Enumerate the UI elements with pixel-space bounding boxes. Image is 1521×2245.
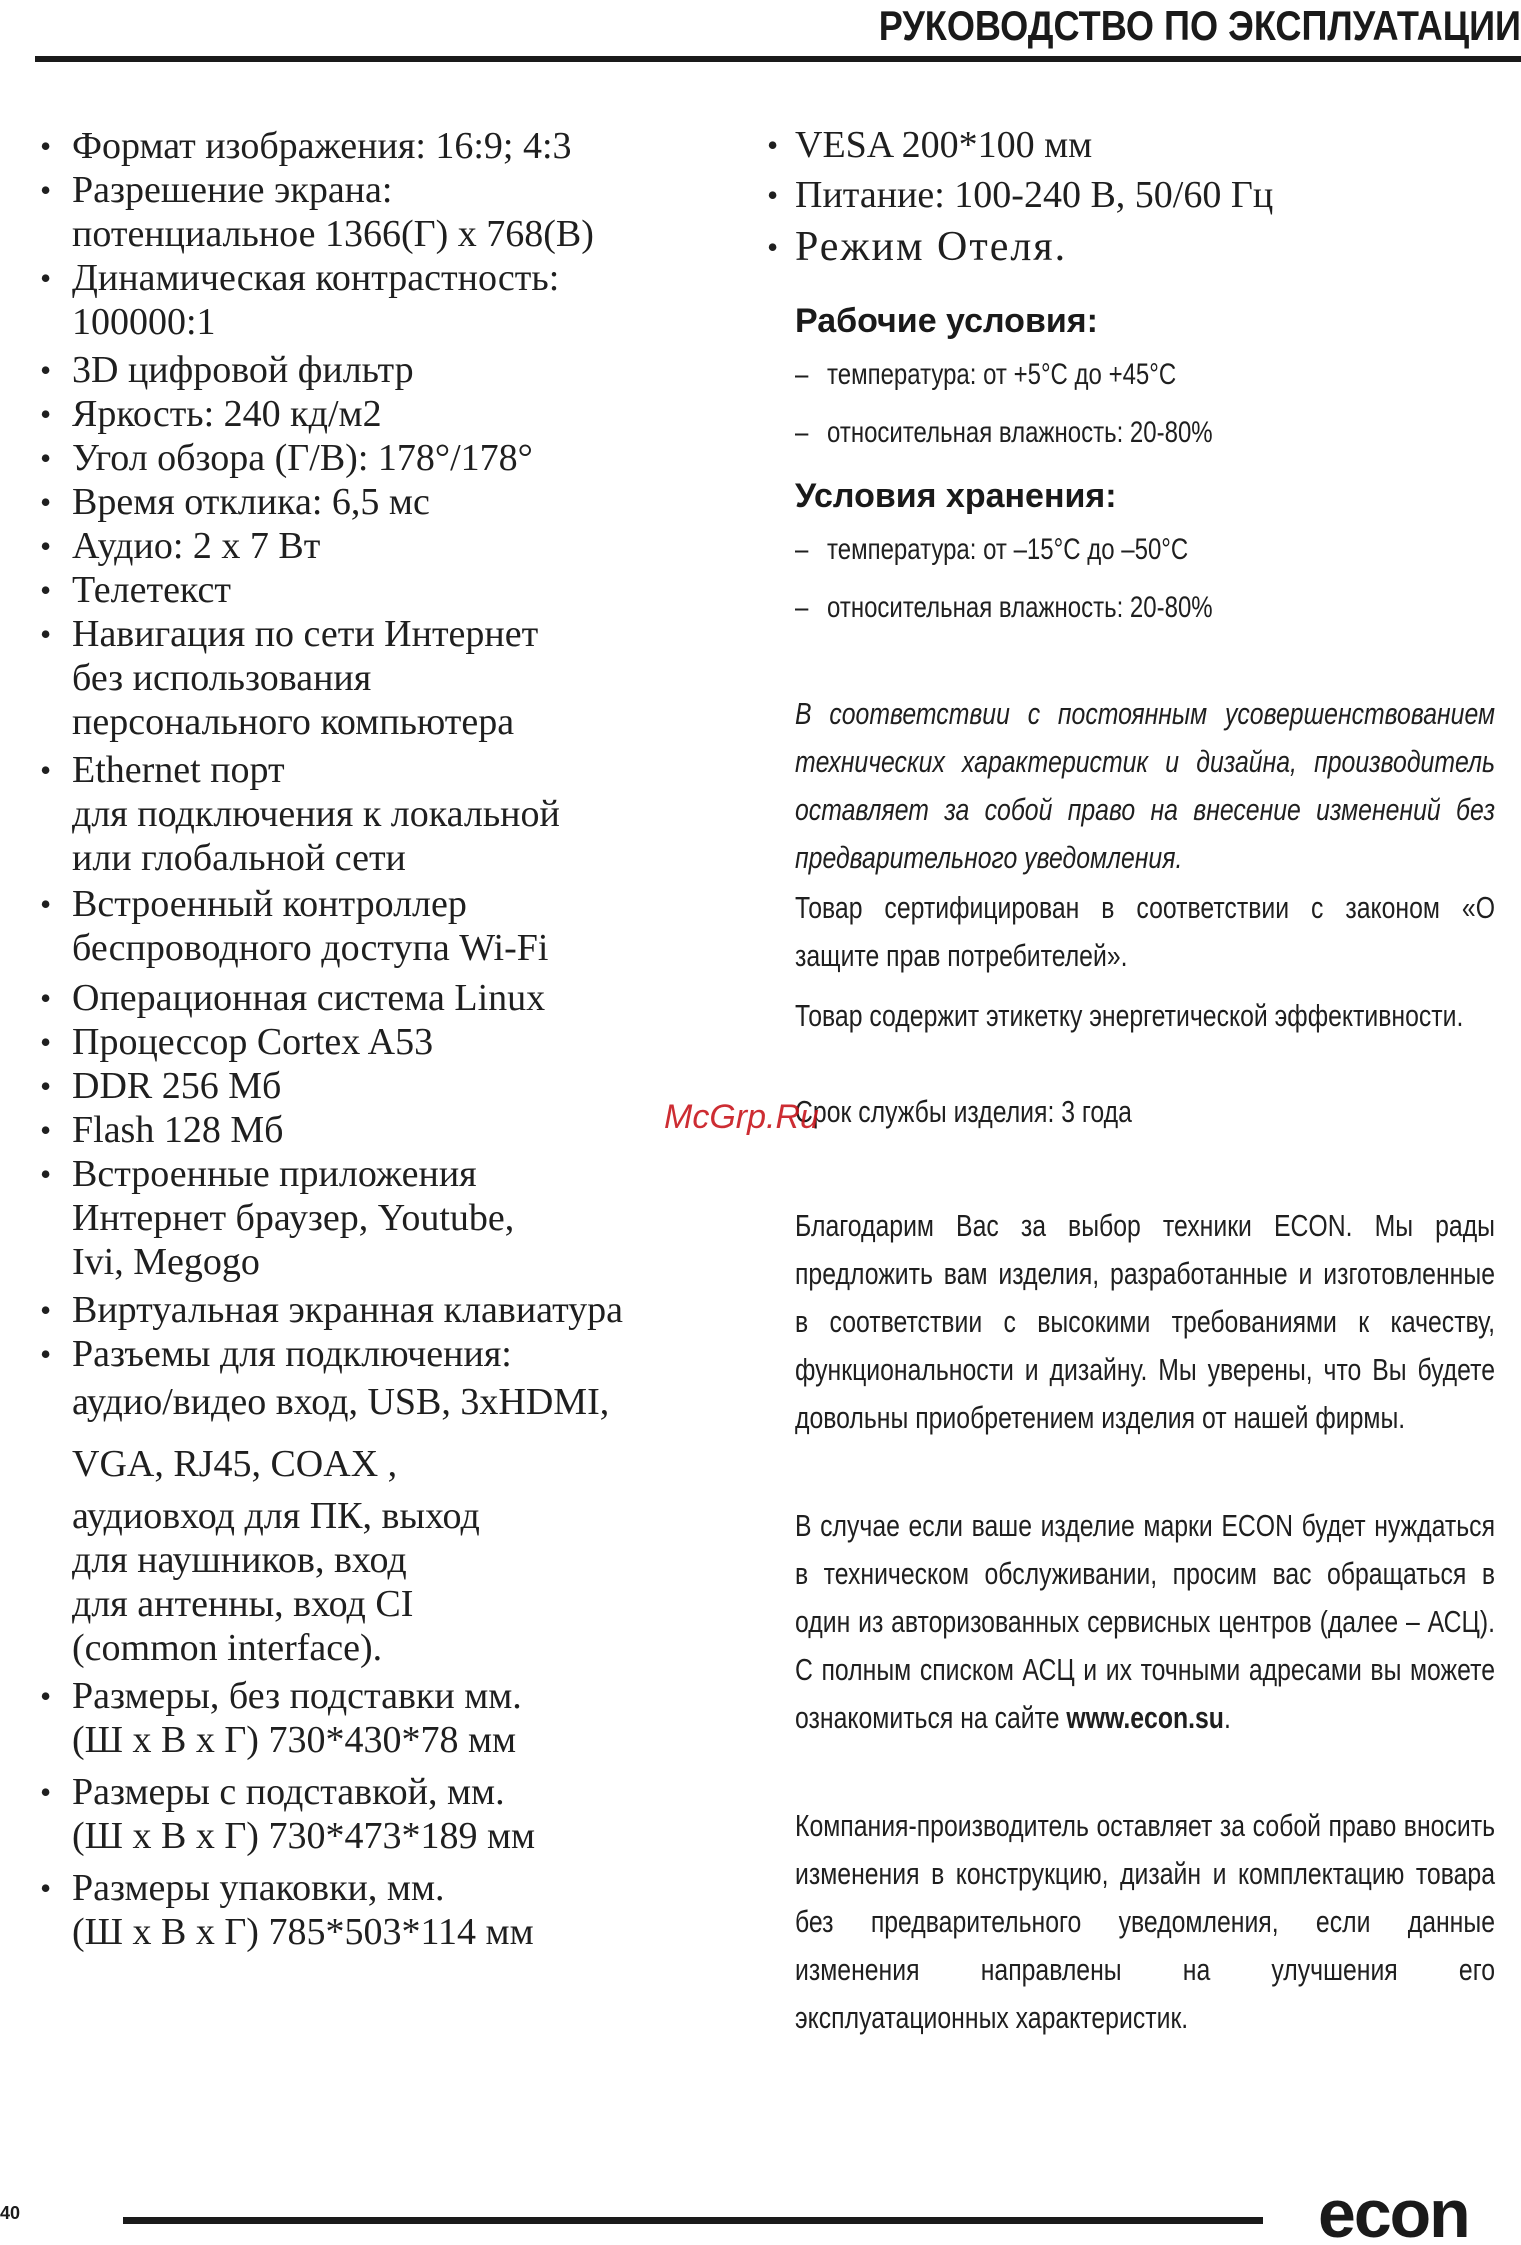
thanks-text: Благодарим Вас за выбор техники ECON. Мы рады предложить вам изделия, разработанные и изготовленные в соответствии с высокими требованиями к качеству, функциональности и дизайну. Мы уверены, что Вы будете довольны приобретением изделия от нашей фирмы.	[795, 1208, 1495, 1435]
spec-item	[40, 976, 740, 1020]
footer-divider	[123, 2217, 1263, 2224]
spec-item	[40, 1152, 740, 1284]
bullet-icon: •	[40, 440, 52, 476]
bullet-icon: •	[40, 1870, 52, 1906]
spec-line: Разъемы для подключения:	[72, 1333, 512, 1375]
energy-label-text: Товар содержит этикетку энергетической эффективности.	[795, 998, 1464, 1033]
spec-line: Размеры упаковки, мм.	[72, 1867, 445, 1909]
spec-line: Разрешение экрана:	[72, 169, 393, 211]
bullet-icon: •	[40, 886, 52, 922]
spec-line: аудиовход для ПК, выход	[72, 1495, 480, 1537]
operating-conditions-heading: Рабочие условия:	[795, 302, 1098, 340]
spec-line: Аудио: 2 х 7 Вт	[72, 525, 321, 567]
spec-item	[40, 1674, 740, 1762]
spec-item	[40, 392, 740, 436]
storage-condition-item: – относительная влажность: 20-80%	[795, 591, 1213, 624]
watermark: McGrp.Ru	[664, 1098, 819, 1136]
spec-line: без использования	[72, 657, 372, 699]
bullet-icon: •	[40, 352, 52, 388]
spec-line: Время отклика: 6,5 мс	[72, 481, 430, 523]
spec-item	[40, 524, 740, 568]
spec-line: Яркость: 240 кд/м2	[72, 393, 382, 435]
spec-item	[40, 1288, 740, 1332]
bullet-icon: •	[767, 127, 779, 163]
bullet-icon: •	[40, 1024, 52, 1060]
bullet-icon: •	[40, 260, 52, 296]
spec-item	[40, 1770, 740, 1858]
spec-line: персонального компьютера	[72, 701, 515, 743]
spec-item	[40, 612, 740, 744]
spec-line: для наушников, вход	[72, 1539, 407, 1581]
spec-item	[40, 1866, 740, 1954]
spec-item	[767, 222, 1472, 272]
storage-conditions-heading: Условия хранения:	[795, 477, 1117, 515]
spec-line: (common interface).	[72, 1627, 383, 1669]
spec-item	[40, 256, 740, 344]
bullet-icon: •	[40, 616, 52, 652]
service-text: В случае если ваше изделие марки ECON будет нуждаться в техническом обслуживании, просим вас обращаться в один из авторизованных сервисных центров (далее – АСЦ). С полным списком АСЦ и их точными адресами вы можете ознакомиться на сайте www.econ.su.	[795, 1508, 1495, 1735]
disclaimer-text: В соответствии с постоянным усовершенствованием технических характеристик и дизайна, производитель оставляет за собой право на внесение изменений без предварительного уведомления.	[795, 696, 1495, 875]
right-column	[767, 120, 1495, 2042]
bullet-icon: •	[40, 1112, 52, 1148]
bullet-icon: •	[40, 396, 52, 432]
spec-line: потенциальное 1366(Г) х 768(В)	[72, 213, 594, 255]
bullet-icon: •	[40, 1068, 52, 1104]
spec-line: Интернет браузер, Youtube,	[72, 1197, 515, 1239]
bullet-icon: •	[40, 980, 52, 1016]
spec-line: VGA, RJ45, COAX ,	[72, 1443, 398, 1485]
page-header-title: РУКОВОДСТВО ПО ЭКСПЛУАТАЦИИ	[878, 2, 1521, 49]
econ-logo	[1318, 2183, 1518, 2245]
spec-item	[40, 1020, 740, 1064]
spec-item	[40, 748, 740, 880]
spec-item	[767, 120, 1472, 170]
bullet-icon: •	[40, 528, 52, 564]
spec-line: Размеры, без подставки мм.	[72, 1675, 522, 1717]
spec-line: Телетекст	[72, 569, 231, 611]
operating-condition-item: – температура: от +5°С до +45°С	[795, 358, 1177, 391]
spec-line: 3D цифровой фильтр	[72, 349, 414, 391]
page-number: 40	[0, 2203, 21, 2223]
spec-line: Размеры с подставкой, мм.	[72, 1771, 505, 1813]
bullet-icon: •	[767, 177, 779, 213]
spec-line: Динамическая контрастность:	[72, 257, 560, 299]
storage-condition-item: – температура: от –15°С до –50°С	[795, 533, 1189, 566]
specifications-list	[40, 124, 740, 1962]
spec-item	[40, 124, 740, 168]
additional-specs-list	[767, 120, 1472, 272]
econ-logo-text: econ	[1318, 2183, 1469, 2245]
spec-line: аудио/видео вход, USB, 3xHDMI,	[72, 1381, 610, 1423]
spec-line: (Ш х В х Г) 730*430*78 мм	[72, 1719, 517, 1761]
operating-condition-item: – относительная влажность: 20-80%	[795, 416, 1213, 449]
spec-line: Flash 128 Мб	[72, 1109, 284, 1151]
spec-item	[40, 1332, 740, 1670]
spec-line: (Ш х В х Г) 785*503*114 мм	[72, 1911, 534, 1953]
operating-conditions-list	[795, 355, 1472, 471]
spec-line: Операционная система Linux	[72, 977, 546, 1019]
bullet-icon: •	[40, 128, 52, 164]
spec-item	[767, 170, 1472, 220]
spec-item	[40, 348, 740, 392]
spec-line: Ivi, Megogo	[72, 1241, 260, 1283]
spec-line: Виртуальная экранная клавиатура	[72, 1289, 624, 1331]
bullet-icon: •	[40, 172, 52, 208]
storage-conditions-list	[795, 530, 1472, 646]
spec-line: DDR 256 Мб	[72, 1065, 282, 1107]
bullet-icon: •	[40, 752, 52, 788]
bullet-icon: •	[40, 1774, 52, 1810]
spec-line: для подключения к локальной	[72, 793, 560, 835]
bullet-icon: •	[767, 229, 781, 265]
spec-line: 100000:1	[72, 301, 216, 343]
spec-line: Режим Отеля.	[795, 224, 1068, 270]
spec-line: Встроенные приложения	[72, 1153, 477, 1195]
header-divider	[35, 56, 1521, 62]
bullet-icon: •	[40, 1292, 52, 1328]
bullet-icon: •	[40, 572, 52, 608]
service-life-text: Срок службы изделия: 3 года	[795, 1094, 1132, 1129]
spec-line: Питание: 100-240 В, 50/60 Гц	[795, 174, 1274, 216]
spec-line: VESA 200*100 мм	[795, 124, 1093, 166]
spec-line: или глобальной сети	[72, 837, 406, 879]
spec-line: Процессор Cortex A53	[72, 1021, 434, 1063]
bullet-icon: •	[40, 484, 52, 520]
spec-line: Формат изображения: 16:9; 4:3	[72, 125, 572, 167]
spec-line: (Ш х В х Г) 730*473*189 мм	[72, 1815, 536, 1857]
spec-item	[40, 436, 740, 480]
bullet-icon: •	[40, 1678, 52, 1714]
certification-text: Товар сертифицирован в соответствии с законом «О защите прав потребителей».	[795, 890, 1495, 973]
company-note-text: Компания-производитель оставляет за собой право вносить изменения в конструкцию, дизайн и комплектацию товара без предварительного уведомления, если данные изменения направлены на улучшения его эксплуатационных характеристик.	[795, 1808, 1495, 2035]
spec-line: беспроводного доступа Wi-Fi	[72, 927, 549, 969]
spec-line: Навигация по сети Интернет	[72, 613, 539, 655]
spec-item	[40, 568, 740, 612]
spec-line: Встроенный контроллер	[72, 883, 467, 925]
spec-item	[40, 1064, 740, 1108]
spec-line: для антенны, вход CI	[72, 1583, 414, 1625]
spec-item	[40, 168, 740, 256]
website-link[interactable]: www.econ.su	[1066, 1700, 1224, 1735]
spec-item	[40, 1108, 740, 1152]
spec-item	[40, 882, 740, 970]
bullet-icon: •	[40, 1156, 52, 1192]
spec-item	[40, 480, 740, 524]
spec-line: Ethernet порт	[72, 749, 285, 791]
spec-line: Угол обзора (Г/В): 178°/178°	[72, 437, 533, 479]
bullet-icon: •	[40, 1336, 52, 1372]
